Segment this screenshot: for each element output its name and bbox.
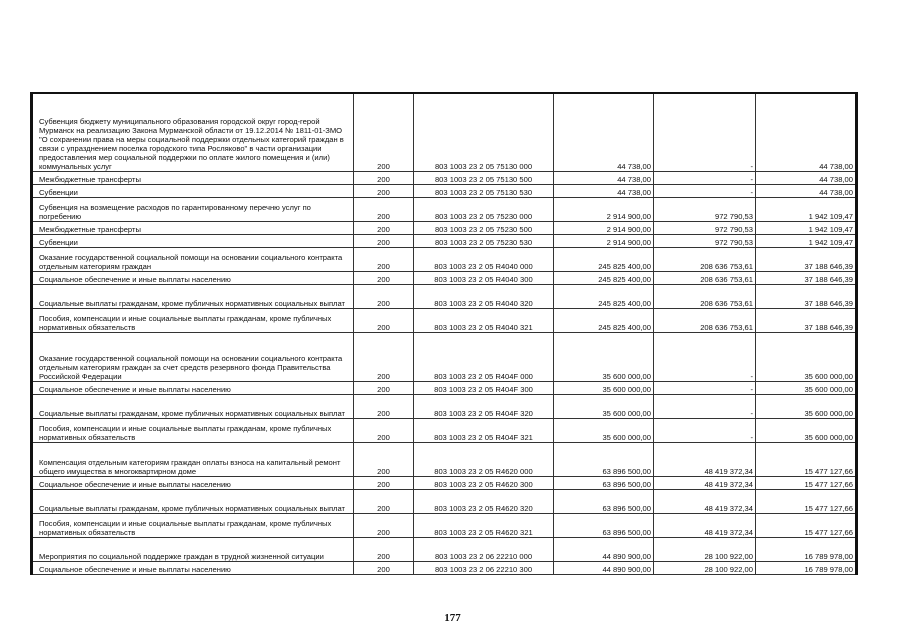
cell-budget-code: 803 1003 23 2 05 R404F 320 bbox=[414, 394, 554, 418]
table-row bbox=[32, 332, 857, 381]
cell-remaining: 1 942 109,47 bbox=[756, 221, 857, 234]
cell-executed: 48 419 372,34 bbox=[654, 489, 756, 513]
cell-budget-code: 803 1003 23 2 05 R4620 300 bbox=[414, 476, 554, 489]
table-row bbox=[32, 308, 857, 332]
cell-remaining: 15 477 127,66 bbox=[756, 513, 857, 537]
table-row bbox=[32, 394, 857, 418]
cell-budget-code: 803 1003 23 2 05 75130 000 bbox=[414, 93, 554, 171]
cell-approved: 63 896 500,00 bbox=[554, 513, 654, 537]
cell-remaining: 37 188 646,39 bbox=[756, 284, 857, 308]
cell-remaining: 37 188 646,39 bbox=[756, 247, 857, 271]
cell-executed: - bbox=[654, 171, 756, 184]
cell-line-code: 200 bbox=[354, 418, 414, 442]
cell-approved: 63 896 500,00 bbox=[554, 489, 654, 513]
cell-line-code: 200 bbox=[354, 476, 414, 489]
cell-name: Социальные выплаты гражданам, кроме публичных нормативных социальных выплат bbox=[32, 394, 354, 418]
table-row bbox=[32, 381, 857, 394]
cell-approved: 2 914 900,00 bbox=[554, 234, 654, 247]
cell-budget-code: 803 1003 23 2 05 75230 500 bbox=[414, 221, 554, 234]
table-row bbox=[32, 284, 857, 308]
cell-line-code: 200 bbox=[354, 247, 414, 271]
cell-name: Субвенции bbox=[32, 234, 354, 247]
cell-remaining: 35 600 000,00 bbox=[756, 394, 857, 418]
cell-budget-code: 803 1003 23 2 05 R4620 320 bbox=[414, 489, 554, 513]
cell-executed: - bbox=[654, 381, 756, 394]
cell-line-code: 200 bbox=[354, 513, 414, 537]
cell-approved: 63 896 500,00 bbox=[554, 442, 654, 476]
cell-budget-code: 803 1003 23 2 05 R4040 321 bbox=[414, 308, 554, 332]
cell-executed: - bbox=[654, 93, 756, 171]
cell-name: Субвенции bbox=[32, 184, 354, 197]
cell-line-code: 200 bbox=[354, 234, 414, 247]
cell-remaining: 16 789 978,00 bbox=[756, 561, 857, 574]
cell-executed: 972 790,53 bbox=[654, 221, 756, 234]
cell-budget-code: 803 1003 23 2 05 R4620 000 bbox=[414, 442, 554, 476]
cell-approved: 245 825 400,00 bbox=[554, 284, 654, 308]
cell-approved: 35 600 000,00 bbox=[554, 418, 654, 442]
cell-executed: 48 419 372,34 bbox=[654, 476, 756, 489]
cell-remaining: 1 942 109,47 bbox=[756, 234, 857, 247]
cell-budget-code: 803 1003 23 2 05 75130 530 bbox=[414, 184, 554, 197]
cell-name: Социальные выплаты гражданам, кроме публичных нормативных социальных выплат bbox=[32, 284, 354, 308]
cell-approved: 245 825 400,00 bbox=[554, 271, 654, 284]
table-row bbox=[32, 271, 857, 284]
cell-remaining: 35 600 000,00 bbox=[756, 332, 857, 381]
cell-budget-code: 803 1003 23 2 06 22210 300 bbox=[414, 561, 554, 574]
cell-line-code: 200 bbox=[354, 537, 414, 561]
cell-executed: 208 636 753,61 bbox=[654, 247, 756, 271]
cell-remaining: 44 738,00 bbox=[756, 93, 857, 171]
table-row bbox=[32, 184, 857, 197]
cell-budget-code: 803 1003 23 2 05 75230 000 bbox=[414, 197, 554, 221]
cell-approved: 44 738,00 bbox=[554, 171, 654, 184]
cell-budget-code: 803 1003 23 2 06 22210 000 bbox=[414, 537, 554, 561]
cell-line-code: 200 bbox=[354, 171, 414, 184]
cell-executed: 972 790,53 bbox=[654, 197, 756, 221]
cell-approved: 63 896 500,00 bbox=[554, 476, 654, 489]
cell-line-code: 200 bbox=[354, 93, 414, 171]
cell-budget-code: 803 1003 23 2 05 R4040 000 bbox=[414, 247, 554, 271]
cell-executed: 208 636 753,61 bbox=[654, 308, 756, 332]
cell-remaining: 44 738,00 bbox=[756, 171, 857, 184]
cell-name: Социальное обеспечение и иные выплаты населению bbox=[32, 476, 354, 489]
cell-line-code: 200 bbox=[354, 394, 414, 418]
cell-budget-code: 803 1003 23 2 05 R404F 300 bbox=[414, 381, 554, 394]
cell-executed: - bbox=[654, 418, 756, 442]
cell-budget-code: 803 1003 23 2 05 R4620 321 bbox=[414, 513, 554, 537]
cell-remaining: 35 600 000,00 bbox=[756, 418, 857, 442]
cell-approved: 44 738,00 bbox=[554, 184, 654, 197]
table-row bbox=[32, 234, 857, 247]
cell-remaining: 15 477 127,66 bbox=[756, 442, 857, 476]
cell-name: Социальные выплаты гражданам, кроме публичных нормативных социальных выплат bbox=[32, 489, 354, 513]
cell-approved: 35 600 000,00 bbox=[554, 332, 654, 381]
cell-line-code: 200 bbox=[354, 184, 414, 197]
cell-approved: 35 600 000,00 bbox=[554, 381, 654, 394]
cell-budget-code: 803 1003 23 2 05 R4040 320 bbox=[414, 284, 554, 308]
cell-approved: 2 914 900,00 bbox=[554, 197, 654, 221]
cell-name: Социальное обеспечение и иные выплаты населению bbox=[32, 561, 354, 574]
cell-name: Пособия, компенсации и иные социальные выплаты гражданам, кроме публичных нормативных обязательств bbox=[32, 418, 354, 442]
table-row bbox=[32, 561, 857, 574]
table-row bbox=[32, 513, 857, 537]
cell-name: Пособия, компенсации и иные социальные выплаты гражданам, кроме публичных нормативных обязательств bbox=[32, 513, 354, 537]
cell-approved: 2 914 900,00 bbox=[554, 221, 654, 234]
table-body bbox=[32, 93, 857, 574]
cell-approved: 44 890 900,00 bbox=[554, 537, 654, 561]
cell-line-code: 200 bbox=[354, 561, 414, 574]
cell-budget-code: 803 1003 23 2 05 R4040 300 bbox=[414, 271, 554, 284]
cell-remaining: 1 942 109,47 bbox=[756, 197, 857, 221]
cell-remaining: 44 738,00 bbox=[756, 184, 857, 197]
table-row bbox=[32, 93, 857, 171]
cell-name: Субвенция на возмещение расходов по гарантированному перечню услуг по погребению bbox=[32, 197, 354, 221]
cell-executed: 208 636 753,61 bbox=[654, 284, 756, 308]
cell-name: Оказание государственной социальной помощи на основании социального контракта отдельным категориям граждан за счет средств резервного фонда Правительства Российской Федерации bbox=[32, 332, 354, 381]
cell-budget-code: 803 1003 23 2 05 R404F 321 bbox=[414, 418, 554, 442]
cell-name: Компенсация отдельным категориям граждан оплаты взноса на капитальный ремонт общего имущества в многоквартирном доме bbox=[32, 442, 354, 476]
cell-line-code: 200 bbox=[354, 442, 414, 476]
table-row bbox=[32, 442, 857, 476]
cell-executed: 48 419 372,34 bbox=[654, 513, 756, 537]
cell-remaining: 37 188 646,39 bbox=[756, 308, 857, 332]
cell-approved: 245 825 400,00 bbox=[554, 308, 654, 332]
table-row bbox=[32, 247, 857, 271]
cell-name: Социальное обеспечение и иные выплаты населению bbox=[32, 271, 354, 284]
table-row bbox=[32, 197, 857, 221]
cell-executed: - bbox=[654, 394, 756, 418]
table-row bbox=[32, 489, 857, 513]
cell-line-code: 200 bbox=[354, 221, 414, 234]
cell-line-code: 200 bbox=[354, 197, 414, 221]
cell-executed: 28 100 922,00 bbox=[654, 537, 756, 561]
cell-name: Социальное обеспечение и иные выплаты населению bbox=[32, 381, 354, 394]
cell-approved: 245 825 400,00 bbox=[554, 247, 654, 271]
table-row bbox=[32, 476, 857, 489]
cell-line-code: 200 bbox=[354, 489, 414, 513]
cell-name: Мероприятия по социальной поддержке граждан в трудной жизненной ситуации bbox=[32, 537, 354, 561]
cell-approved: 44 890 900,00 bbox=[554, 561, 654, 574]
page-number: 177 bbox=[444, 612, 461, 624]
cell-remaining: 15 477 127,66 bbox=[756, 476, 857, 489]
cell-remaining: 35 600 000,00 bbox=[756, 381, 857, 394]
cell-line-code: 200 bbox=[354, 271, 414, 284]
cell-executed: - bbox=[654, 184, 756, 197]
cell-line-code: 200 bbox=[354, 308, 414, 332]
cell-name: Межбюджетные трансферты bbox=[32, 221, 354, 234]
cell-remaining: 16 789 978,00 bbox=[756, 537, 857, 561]
cell-remaining: 15 477 127,66 bbox=[756, 489, 857, 513]
cell-executed: 208 636 753,61 bbox=[654, 271, 756, 284]
budget-table bbox=[30, 92, 858, 575]
table-row bbox=[32, 418, 857, 442]
table-row bbox=[32, 537, 857, 561]
cell-line-code: 200 bbox=[354, 381, 414, 394]
cell-executed: - bbox=[654, 332, 756, 381]
table-row bbox=[32, 171, 857, 184]
cell-approved: 35 600 000,00 bbox=[554, 394, 654, 418]
cell-executed: 48 419 372,34 bbox=[654, 442, 756, 476]
cell-name: Межбюджетные трансферты bbox=[32, 171, 354, 184]
cell-name: Пособия, компенсации и иные социальные выплаты гражданам, кроме публичных нормативных обязательств bbox=[32, 308, 354, 332]
table-row bbox=[32, 221, 857, 234]
cell-executed: 28 100 922,00 bbox=[654, 561, 756, 574]
cell-executed: 972 790,53 bbox=[654, 234, 756, 247]
cell-line-code: 200 bbox=[354, 284, 414, 308]
cell-line-code: 200 bbox=[354, 332, 414, 381]
cell-approved: 44 738,00 bbox=[554, 93, 654, 171]
cell-name: Субвенция бюджету муниципального образования городской округ город-герой Мурманск на реализацию Закона Мурманской области от 19.12.2014 № 1811-01-ЗМО "О сохранении права на меры социальной поддержки отдельных категорий граждан в связи с упразднением поселка городского типа Росляково" в части организации предоставления мер социальной поддержки по оплате жилого помещения и (или) коммунальных услуг bbox=[32, 93, 354, 171]
cell-budget-code: 803 1003 23 2 05 R404F 000 bbox=[414, 332, 554, 381]
cell-remaining: 37 188 646,39 bbox=[756, 271, 857, 284]
budget-table-page bbox=[30, 92, 855, 575]
cell-budget-code: 803 1003 23 2 05 75130 500 bbox=[414, 171, 554, 184]
cell-budget-code: 803 1003 23 2 05 75230 530 bbox=[414, 234, 554, 247]
cell-name: Оказание государственной социальной помощи на основании социального контракта отдельным категориям граждан bbox=[32, 247, 354, 271]
